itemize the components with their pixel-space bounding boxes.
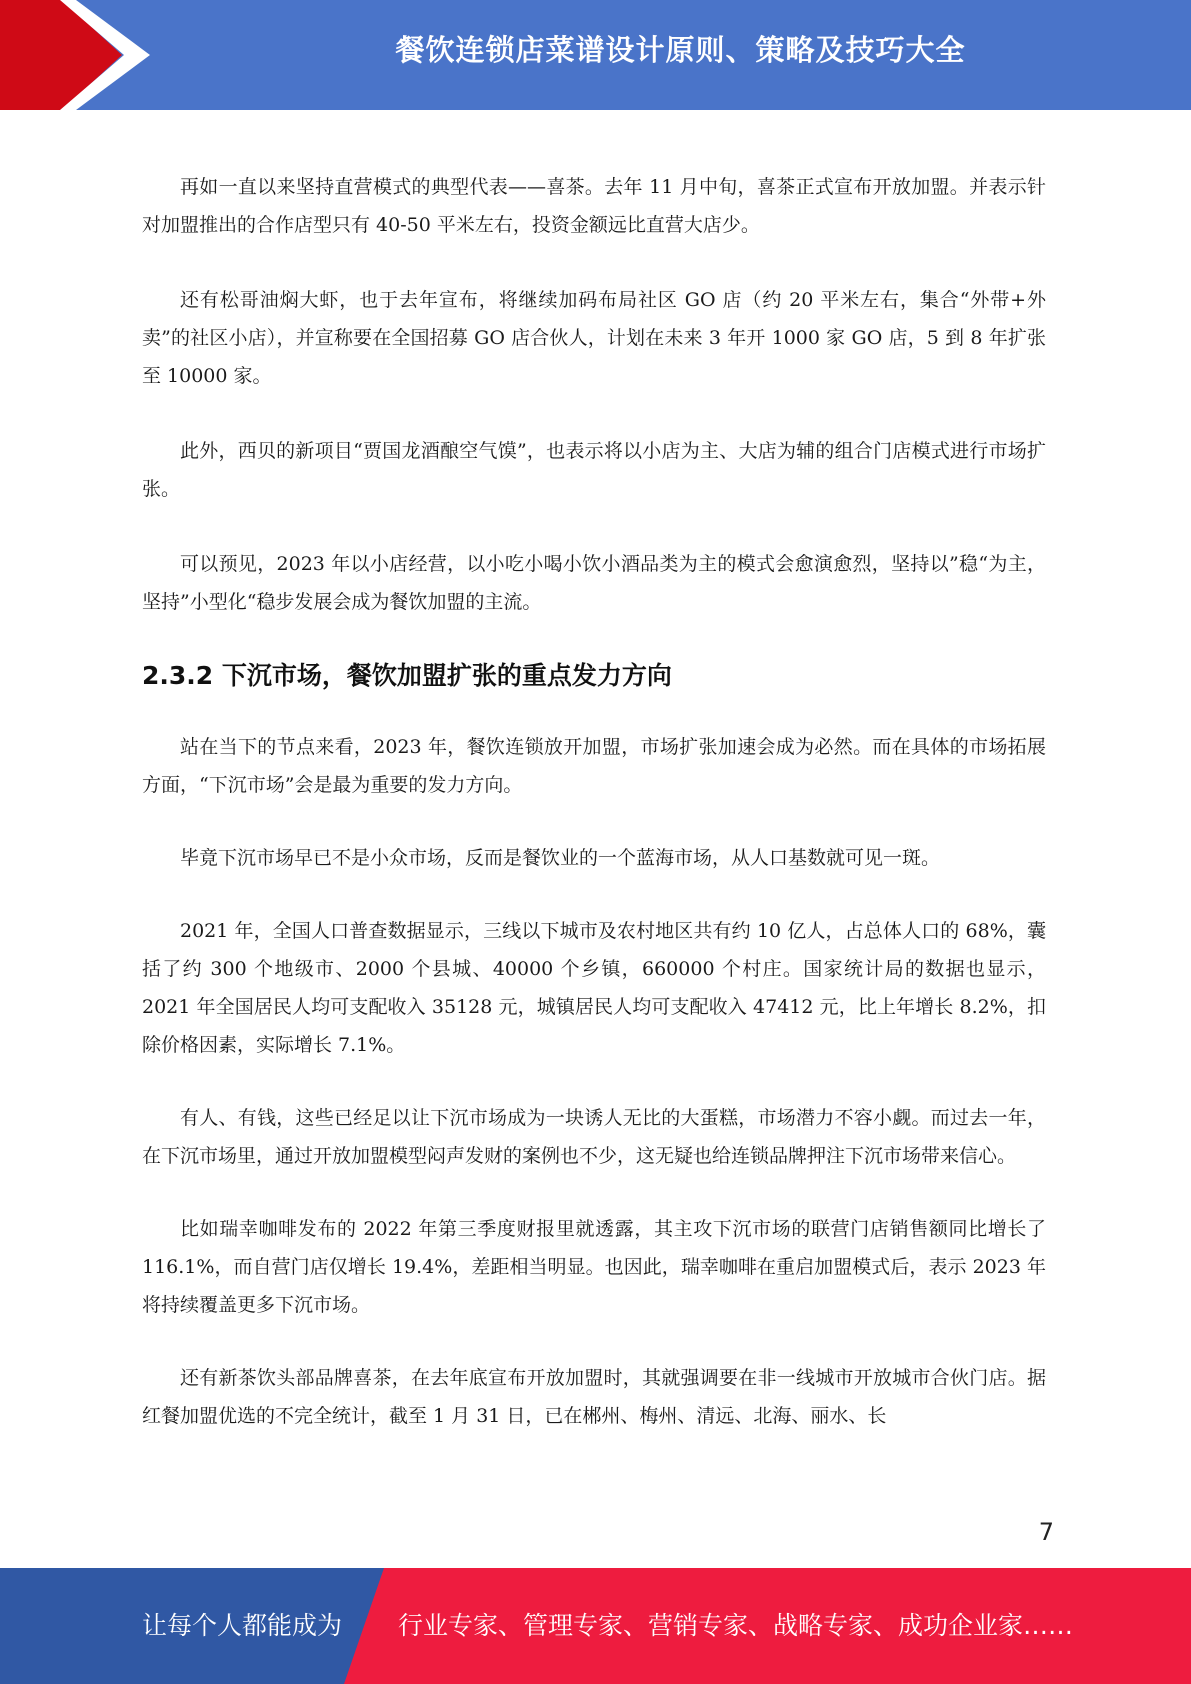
footer-slogan-right: 行业专家、管理专家、营销专家、战略专家、成功企业家…… [398,1611,1074,1640]
page-header [0,0,1191,110]
document-title: 餐饮连锁店菜谱设计原则、策略及技巧大全 [395,33,966,67]
body-paragraph: 有人、有钱，这些已经足以让下沉市场成为一块诱人无比的大蛋糕，市场潜力不容小觑。而过去一年，在下沉市场里，通过开放加盟模型闷声发财的案例也不少，这无疑也给连锁品牌押注下沉市场带来信心。 [142,1107,1046,1167]
body-paragraph: 可以预见，2023 年以小店经营，以小吃小喝小饮小酒品类为主的模式会愈演愈烈，坚持以”稳“为主，坚持”小型化“稳步发展会成为餐饮加盟的主流。 [142,553,1046,613]
body-paragraph: 此外，西贝的新项目“贾国龙酒酿空气馍”，也表示将以小店为主、大店为辅的组合门店模式进行市场扩张。 [142,440,1046,500]
body-paragraph: 再如一直以来坚持直营模式的典型代表——喜茶。去年 11 月中旬，喜茶正式宣布开放加盟。并表示针对加盟推出的合作店型只有 40-50 平米左右，投资金额远比直营大店少。 [142,176,1046,236]
section-heading: 2.3.2 下沉市场，餐饮加盟扩张的重点发力方向 [142,661,672,690]
document-body [142,168,1046,1470]
page-number: 7 [1038,1518,1054,1546]
page-footer [0,1568,1191,1684]
body-paragraph: 2021 年，全国人口普查数据显示，三线以下城市及农村地区共有约 10 亿人，占总体人口的 68%，囊括了约 300 个地级市、2000 个县城、40000 个乡镇，660000 个村庄。国家统计局的数据也显示，2021 年全国居民人均可支配收入 35128 元，城镇居民人均可支配收入 47412 元，比上年增长 8.2%，扣除价格因素，实际增长 7.1%。 [142,920,1046,1056]
body-paragraph: 还有松哥油焖大虾，也于去年宣布，将继续加码布局社区 GO 店（约 20 平米左右，集合“外带+外卖”的社区小店），并宣称要在全国招募 GO 店合伙人，计划在未来 3 年开 1000 家 GO 店，5 到 8 年扩张至 10000 家。 [142,289,1046,387]
body-paragraph: 毕竟下沉市场早已不是小众市场，反而是餐饮业的一个蓝海市场，从人口基数就可见一斑。 [180,847,941,869]
body-paragraph: 比如瑞幸咖啡发布的 2022 年第三季度财报里就透露，其主攻下沉市场的联营门店销售额同比增长了 116.1%，而自营门店仅增长 19.4%，差距相当明显。也因此，瑞幸咖啡在重启加盟模式后，表示 2023 年将持续覆盖更多下沉市场。 [142,1218,1046,1316]
body-paragraph: 站在当下的节点来看，2023 年，餐饮连锁放开加盟，市场扩张加速会成为必然。而在具体的市场拓展方面，“下沉市场”会是最为重要的发力方向。 [142,736,1046,796]
footer-slogan-left: 让每个人都能成为 [142,1611,343,1640]
body-paragraph: 还有新茶饮头部品牌喜茶，在去年底宣布开放加盟时，其就强调要在非一线城市开放城市合伙门店。据红餐加盟优选的不完全统计，截至 1 月 31 日，已在郴州、梅州、清远、北海、丽水、长 [142,1367,1046,1427]
